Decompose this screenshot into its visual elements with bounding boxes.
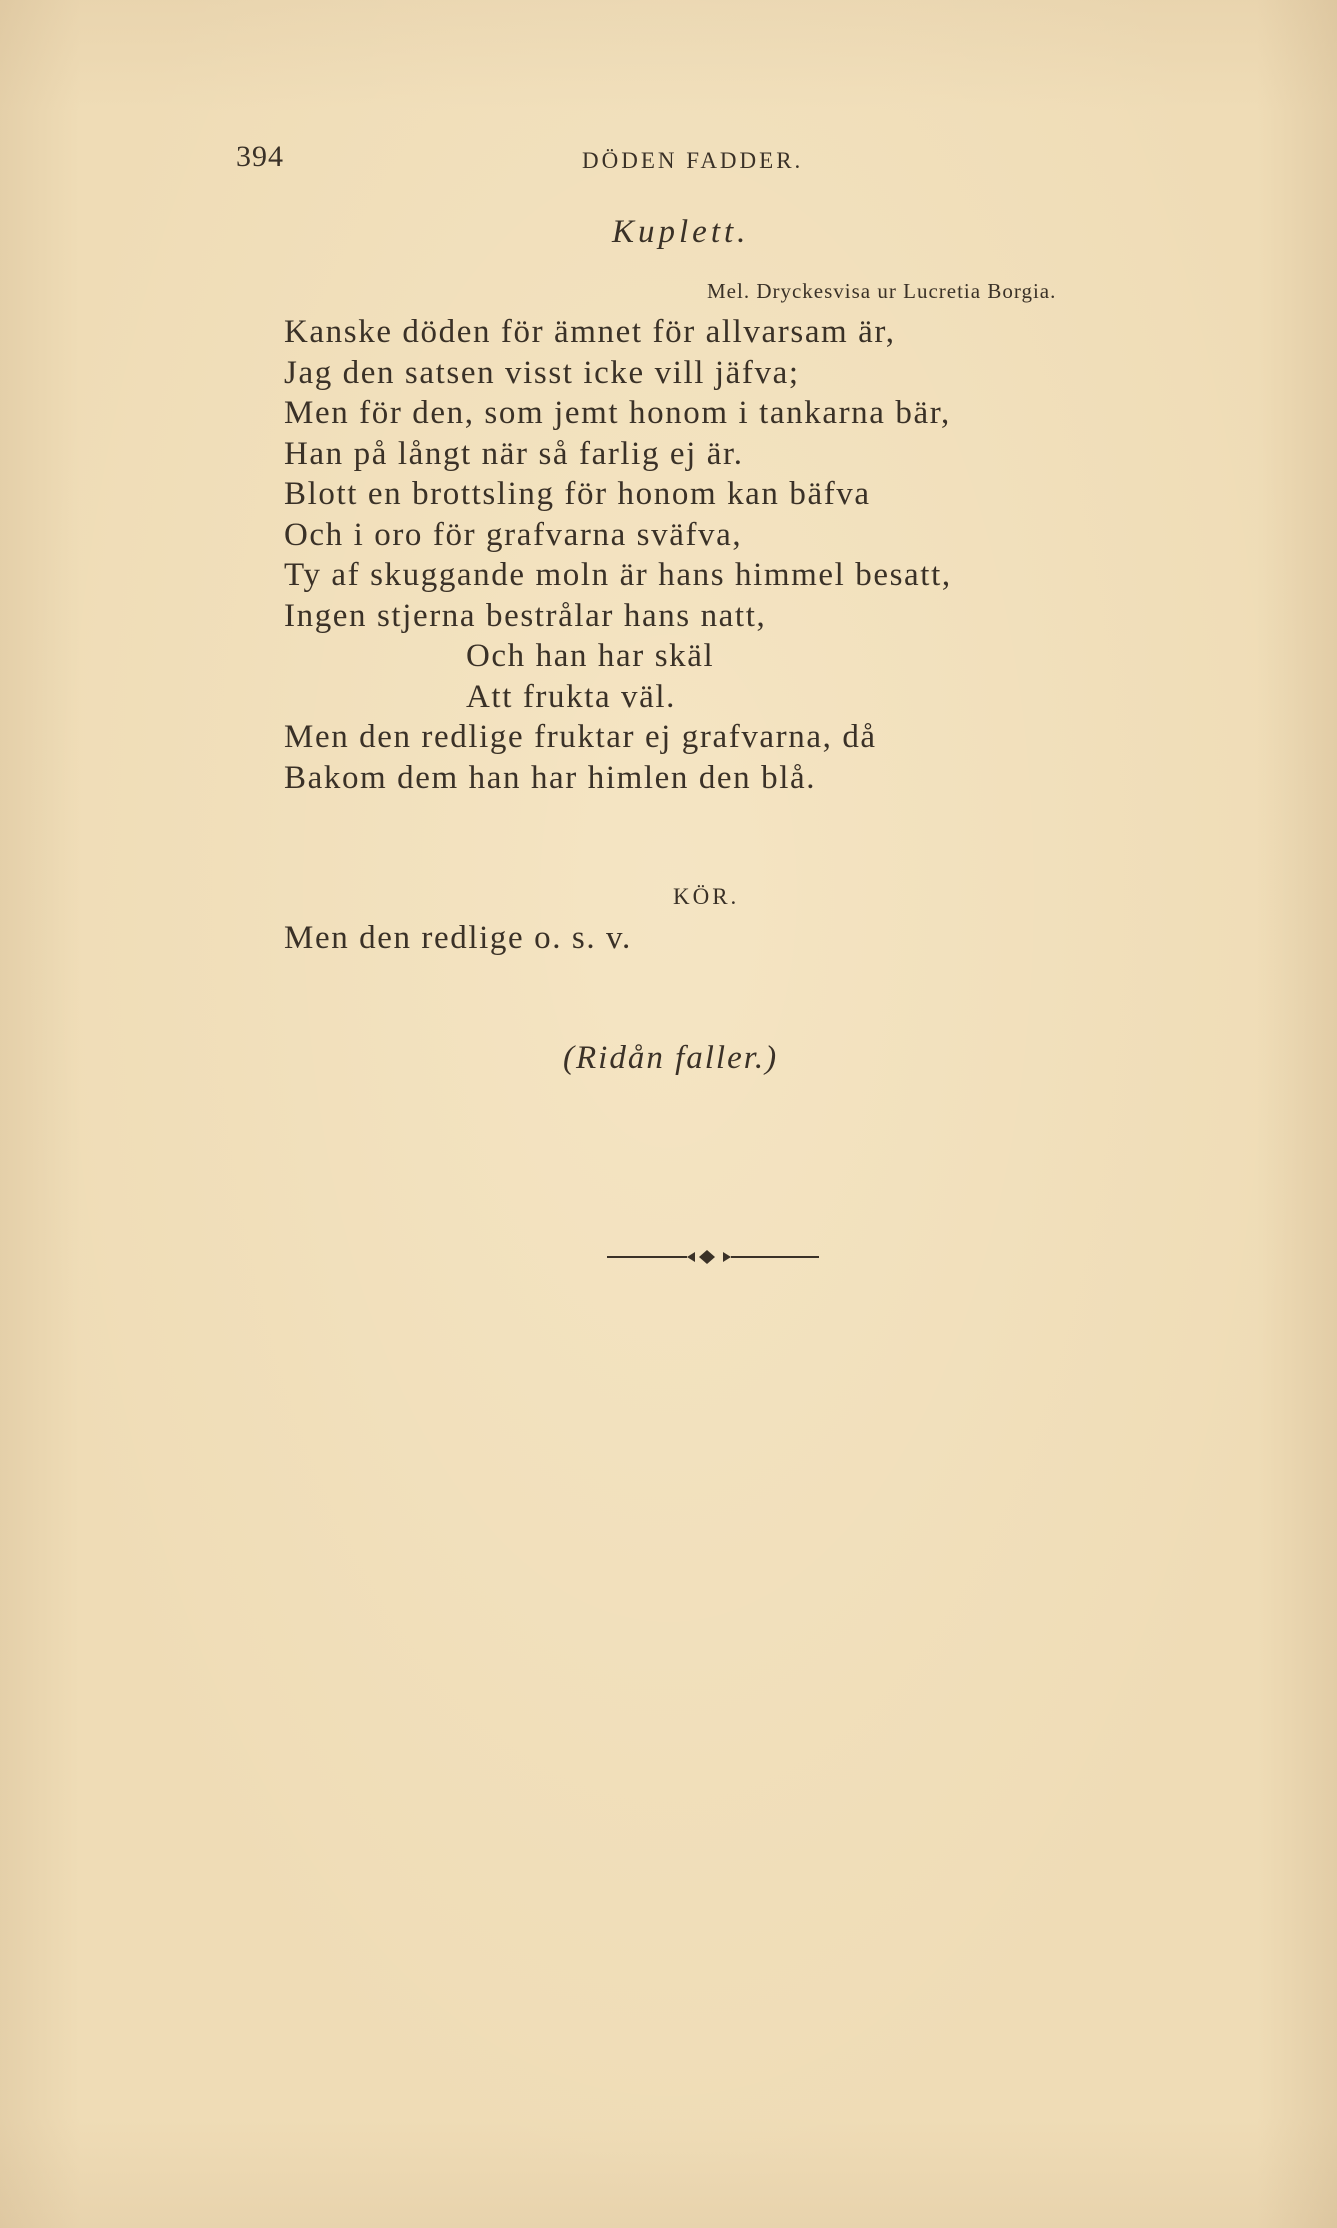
- verse-line: Och i oro för grafvarna sväfva,: [284, 516, 743, 553]
- verse-line: Han på långt när så farlig ej är.: [284, 435, 744, 472]
- verse-line: Ty af skuggande moln är hans himmel besatt,: [284, 557, 952, 593]
- verse: [284, 312, 952, 798]
- song-title: Kuplett.: [612, 214, 750, 250]
- verse-line: Och han har skäl: [466, 638, 715, 674]
- verse-line: Ingen stjerna bestrålar hans natt,: [284, 597, 767, 634]
- verse-line: Men den redlige fruktar ej grafvarna, då: [284, 719, 877, 755]
- chorus-heading: KÖR.: [673, 884, 740, 909]
- stage-direction: (Ridån faller.): [563, 1040, 779, 1076]
- verse-line: Blott en brottsling för honom kan bäfva: [284, 476, 871, 512]
- verse-line: Men för den, som jemt honom i tankarna bär,: [284, 395, 951, 431]
- running-head: DÖDEN FADDER.: [582, 148, 804, 173]
- verse-line: Jag den satsen visst icke vill jäfva;: [284, 354, 800, 391]
- verse-line: Bakom dem han har himlen den blå.: [284, 759, 817, 796]
- ornamental-rule-icon: [607, 1245, 819, 1269]
- chorus-line: Men den redlige o. s. v.: [284, 920, 632, 956]
- melody-note: Mel. Dryckesvisa ur Lucretia Borgia.: [707, 279, 1057, 303]
- verse-line: Att frukta väl.: [466, 678, 677, 715]
- verse-line: Kanske döden för ämnet för allvarsam är,: [284, 314, 896, 350]
- page-number: 394: [236, 140, 284, 173]
